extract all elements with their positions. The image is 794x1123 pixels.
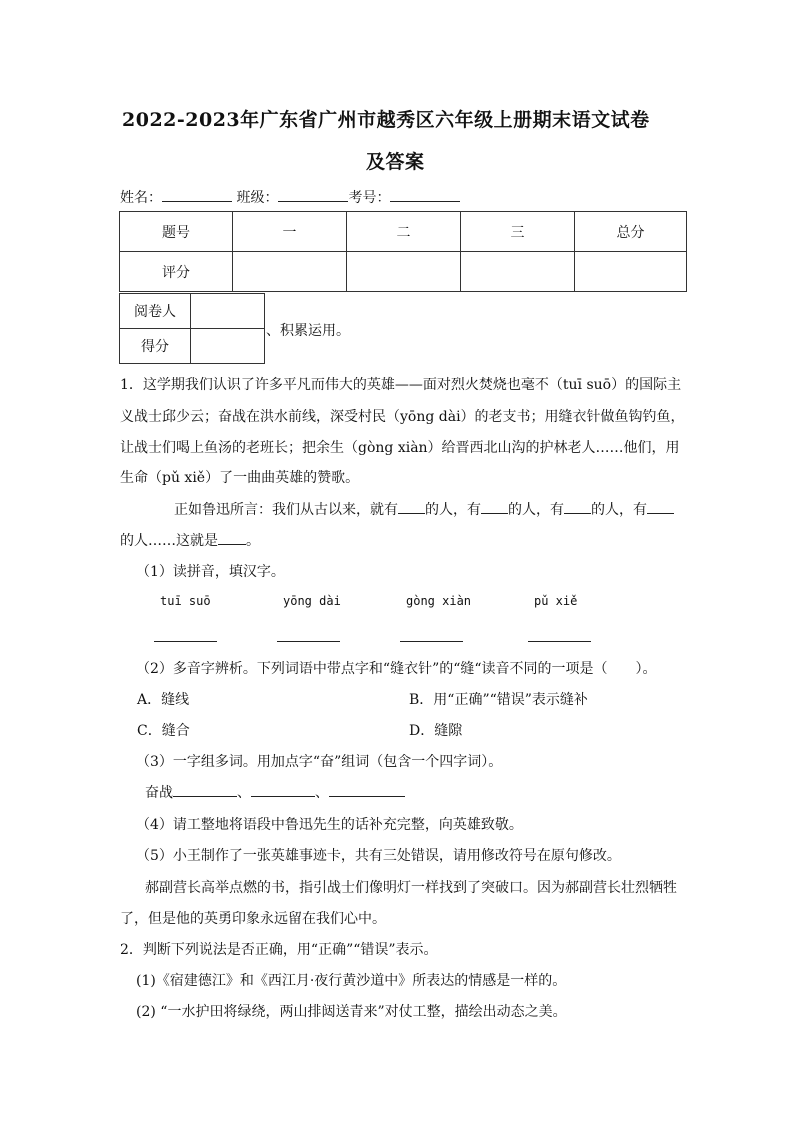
score-cell[interactable]	[233, 252, 347, 292]
pinyin-label: yōng dài	[283, 594, 341, 608]
fen-word: 奋战	[145, 785, 173, 801]
score-table	[119, 211, 687, 292]
score-cell[interactable]	[461, 252, 575, 292]
quote-blank[interactable]	[398, 499, 425, 514]
sub-question-2: （2）多音字辨析。下列词语中带点字和“缝衣针”的“缝“读音不同的一项是（ ）。	[136, 661, 657, 677]
page-title-line2: 及答案	[366, 151, 425, 173]
score-header-cell: 二	[347, 212, 461, 252]
q1-paragraph-line: 义战士邱少云；奋战在洪水前线，深受村民（yōng dài）的老支书；用缝衣针做鱼钩钓鱼，	[120, 409, 685, 425]
option-a[interactable]: A．缝线	[137, 692, 190, 708]
name-label: 姓名：	[120, 190, 162, 206]
page-title: 2022-2023年广东省广州市越秀区六年级上册期末语文试卷	[122, 109, 650, 131]
q1-paragraph-line: 1．这学期我们认识了许多平凡而伟大的英雄——面对烈火焚烧也毫不（tuī suō）的国际主	[120, 377, 682, 393]
quote-text: 正如鲁迅所言：我们从古以来，就有	[174, 502, 398, 518]
pinyin-answer-blank[interactable]	[400, 640, 463, 642]
pinyin-label: gòng xiàn	[406, 594, 472, 608]
student-info-line	[120, 187, 460, 207]
word-blank[interactable]	[329, 782, 405, 797]
q1-paragraph-line: 让战士们喝上鱼汤的老班长；把余生（gòng xiàn）给晋西北山沟的护林老人……他们，用	[120, 440, 680, 456]
option-c[interactable]: C．缝合	[137, 723, 190, 739]
score-header-cell: 总分	[575, 212, 687, 252]
quote-text: 的人……这就是	[120, 533, 218, 549]
word-blank[interactable]	[173, 782, 237, 797]
pinyin-answer-blank[interactable]	[154, 640, 217, 642]
score-cell[interactable]	[347, 252, 461, 292]
name-field[interactable]	[162, 187, 232, 202]
word-blank[interactable]	[251, 782, 315, 797]
grader-cell[interactable]	[191, 294, 265, 329]
quote-text: 的人，有	[508, 502, 564, 518]
q2-statement: (2) “一水护田将绿绕，两山排闼送青来”对仗工整，描绘出动态之美。	[136, 1004, 567, 1020]
score-header-cell: 三	[461, 212, 575, 252]
sub-question-5: （5）小王制作了一张英雄事迹卡，共有三处错误，请用修改符号在原句修改。	[136, 848, 621, 864]
hero-card-line: 了，但是他的英勇印象永远留在我们心中。	[120, 911, 386, 927]
option-d[interactable]: D．缝隙	[409, 723, 463, 739]
quote-text: 的人，有	[425, 502, 481, 518]
quote-line	[120, 530, 260, 550]
score-header-cell: 题号	[120, 212, 233, 252]
separator: 、	[315, 785, 329, 801]
score-table-header-row	[120, 212, 687, 252]
grader-score-label: 得分	[120, 329, 191, 364]
pinyin-label: pǔ xiě	[534, 594, 578, 608]
quote-text: 。	[246, 533, 260, 549]
class-field[interactable]	[278, 187, 348, 202]
score-cell[interactable]	[575, 252, 687, 292]
quote-blank[interactable]	[218, 530, 246, 545]
pinyin-label: tuī suō	[160, 594, 211, 608]
class-label: 班级：	[236, 190, 279, 206]
separator: 、	[237, 785, 251, 801]
quote-blank[interactable]	[481, 499, 508, 514]
q1-paragraph-line: 生命（pǔ xiě）了一曲曲英雄的赞歌。	[120, 470, 360, 486]
option-b[interactable]: B．用“正确”“错误”表示缝补	[409, 692, 588, 708]
score-header-cell: 一	[233, 212, 347, 252]
sub-question-4: （4）请工整地将语段中鲁迅先生的话补充完整，向英雄致敬。	[136, 817, 523, 833]
pinyin-answer-blank[interactable]	[277, 640, 340, 642]
grader-table	[119, 293, 265, 364]
grader-label: 阅卷人	[120, 294, 191, 329]
exam-no-label: 考号：	[348, 190, 391, 206]
pinyin-answer-blank[interactable]	[528, 640, 591, 642]
score-table-row	[120, 252, 687, 292]
sub-question-3: （3）一字组多词。用加点字“奋”组词（包含一个四字词）。	[136, 754, 503, 770]
hero-card-line: 郝副营长高举点燃的书，指引战士们像明灯一样找到了突破口。因为郝副营长壮烈牺牲	[145, 880, 677, 896]
exam-no-field[interactable]	[390, 187, 460, 202]
q2-statement: (1)《宿建德江》和《西江月·夜行黄沙道中》所表达的情感是一样的。	[136, 973, 567, 989]
quote-line	[174, 499, 674, 519]
quote-text: 的人，有	[591, 502, 647, 518]
sub-question-1: （1）读拼音，填汉字。	[136, 564, 285, 580]
grader-score-cell[interactable]	[191, 329, 265, 364]
quote-blank[interactable]	[647, 499, 674, 514]
quote-blank[interactable]	[564, 499, 591, 514]
q2-stem: 2．判断下列说法是否正确，用“正确”“错误”表示。	[120, 942, 438, 958]
section-title: 、积累运用。	[266, 323, 350, 339]
score-row-label: 评分	[120, 252, 233, 292]
word-group-line	[145, 782, 405, 802]
